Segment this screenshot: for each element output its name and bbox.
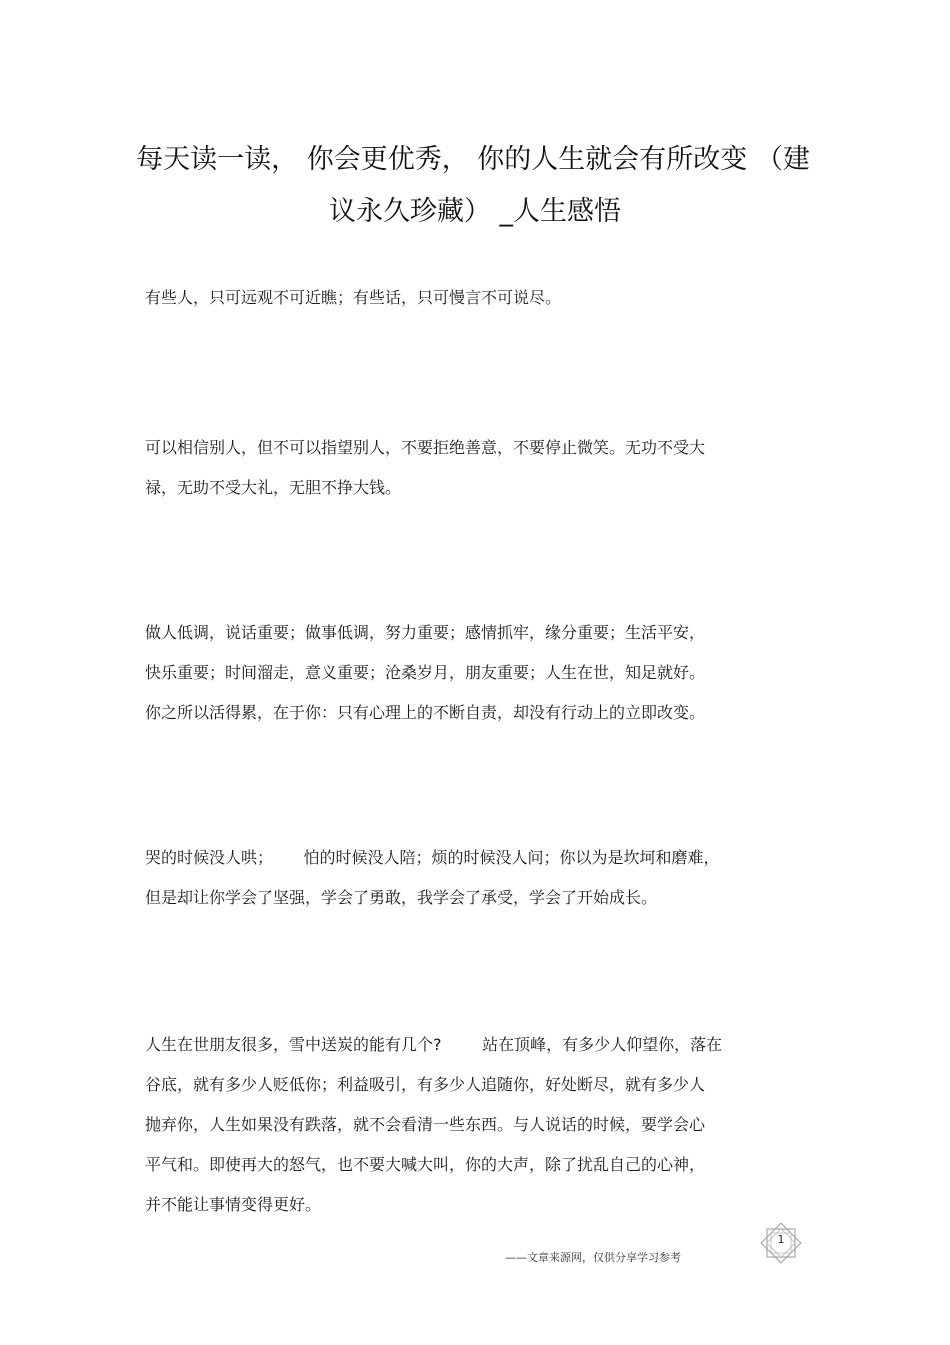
document-title-line-2: 议永久珍藏） _人生感悟 <box>328 196 622 227</box>
paragraph-1 <box>145 278 825 318</box>
paragraph-line: 可以相信别人，但不可以指望别人，不要拒绝善意，不要停止微笑。无功不受大 <box>145 438 706 457</box>
paragraph-line: 哭的时候没人哄； 怕的时候没人陪；烦的时候没人问；你以为是坎坷和磨难， <box>145 848 720 867</box>
paragraph-line: 并不能让事情变得更好。 <box>145 1195 322 1214</box>
paragraph-line: 抛弃你，人生如果没有跌落，就不会看清一些东西。与人说话的时候，要学会心 <box>145 1115 706 1134</box>
paragraph-4 <box>145 838 825 918</box>
paragraph-2 <box>145 428 825 508</box>
paragraph-line: 谷底，就有多少人贬低你；利益吸引，有多少人追随你，好处断尽，就有多少人 <box>145 1075 706 1094</box>
footer-source-note: ——文章来源网，仅供分享学习参考 <box>505 1251 681 1264</box>
document-title-line-1: 每天读一读， 你会更优秀， 你的人生就会有所改变 （建 <box>136 144 810 175</box>
paragraph-line: 有些人，只可远观不可近瞧；有些话，只可慢言不可说尽。 <box>145 288 562 307</box>
paragraph-3 <box>145 613 825 733</box>
paragraph-line: 禄，无助不受大礼，无胆不挣大钱。 <box>145 478 402 497</box>
paragraph-line: 快乐重要；时间溜走，意义重要；沧桑岁月，朋友重要；人生在世，知足就好。 <box>145 663 706 682</box>
page-number: 1 <box>777 1233 785 1246</box>
paragraph-line: 平气和。即使再大的怒气，也不要大喊大叫，你的大声，除了扰乱自己的心神， <box>145 1155 706 1174</box>
paragraph-line: 你之所以活得累，在于你：只有心理上的不断自责，却没有行动上的立即改变。 <box>145 703 706 722</box>
paragraph-line: 人生在世朋友很多，雪中送炭的能有几个? 站在顶峰，有多少人仰望你，落在 <box>145 1035 723 1054</box>
paragraph-5 <box>145 1025 825 1225</box>
paragraph-line: 做人低调，说话重要；做事低调，努力重要；感情抓牢，缘分重要；生活平安， <box>145 623 706 642</box>
paragraph-line: 但是却让你学会了坚强，学会了勇敢，我学会了承受，学会了开始成长。 <box>145 888 658 907</box>
